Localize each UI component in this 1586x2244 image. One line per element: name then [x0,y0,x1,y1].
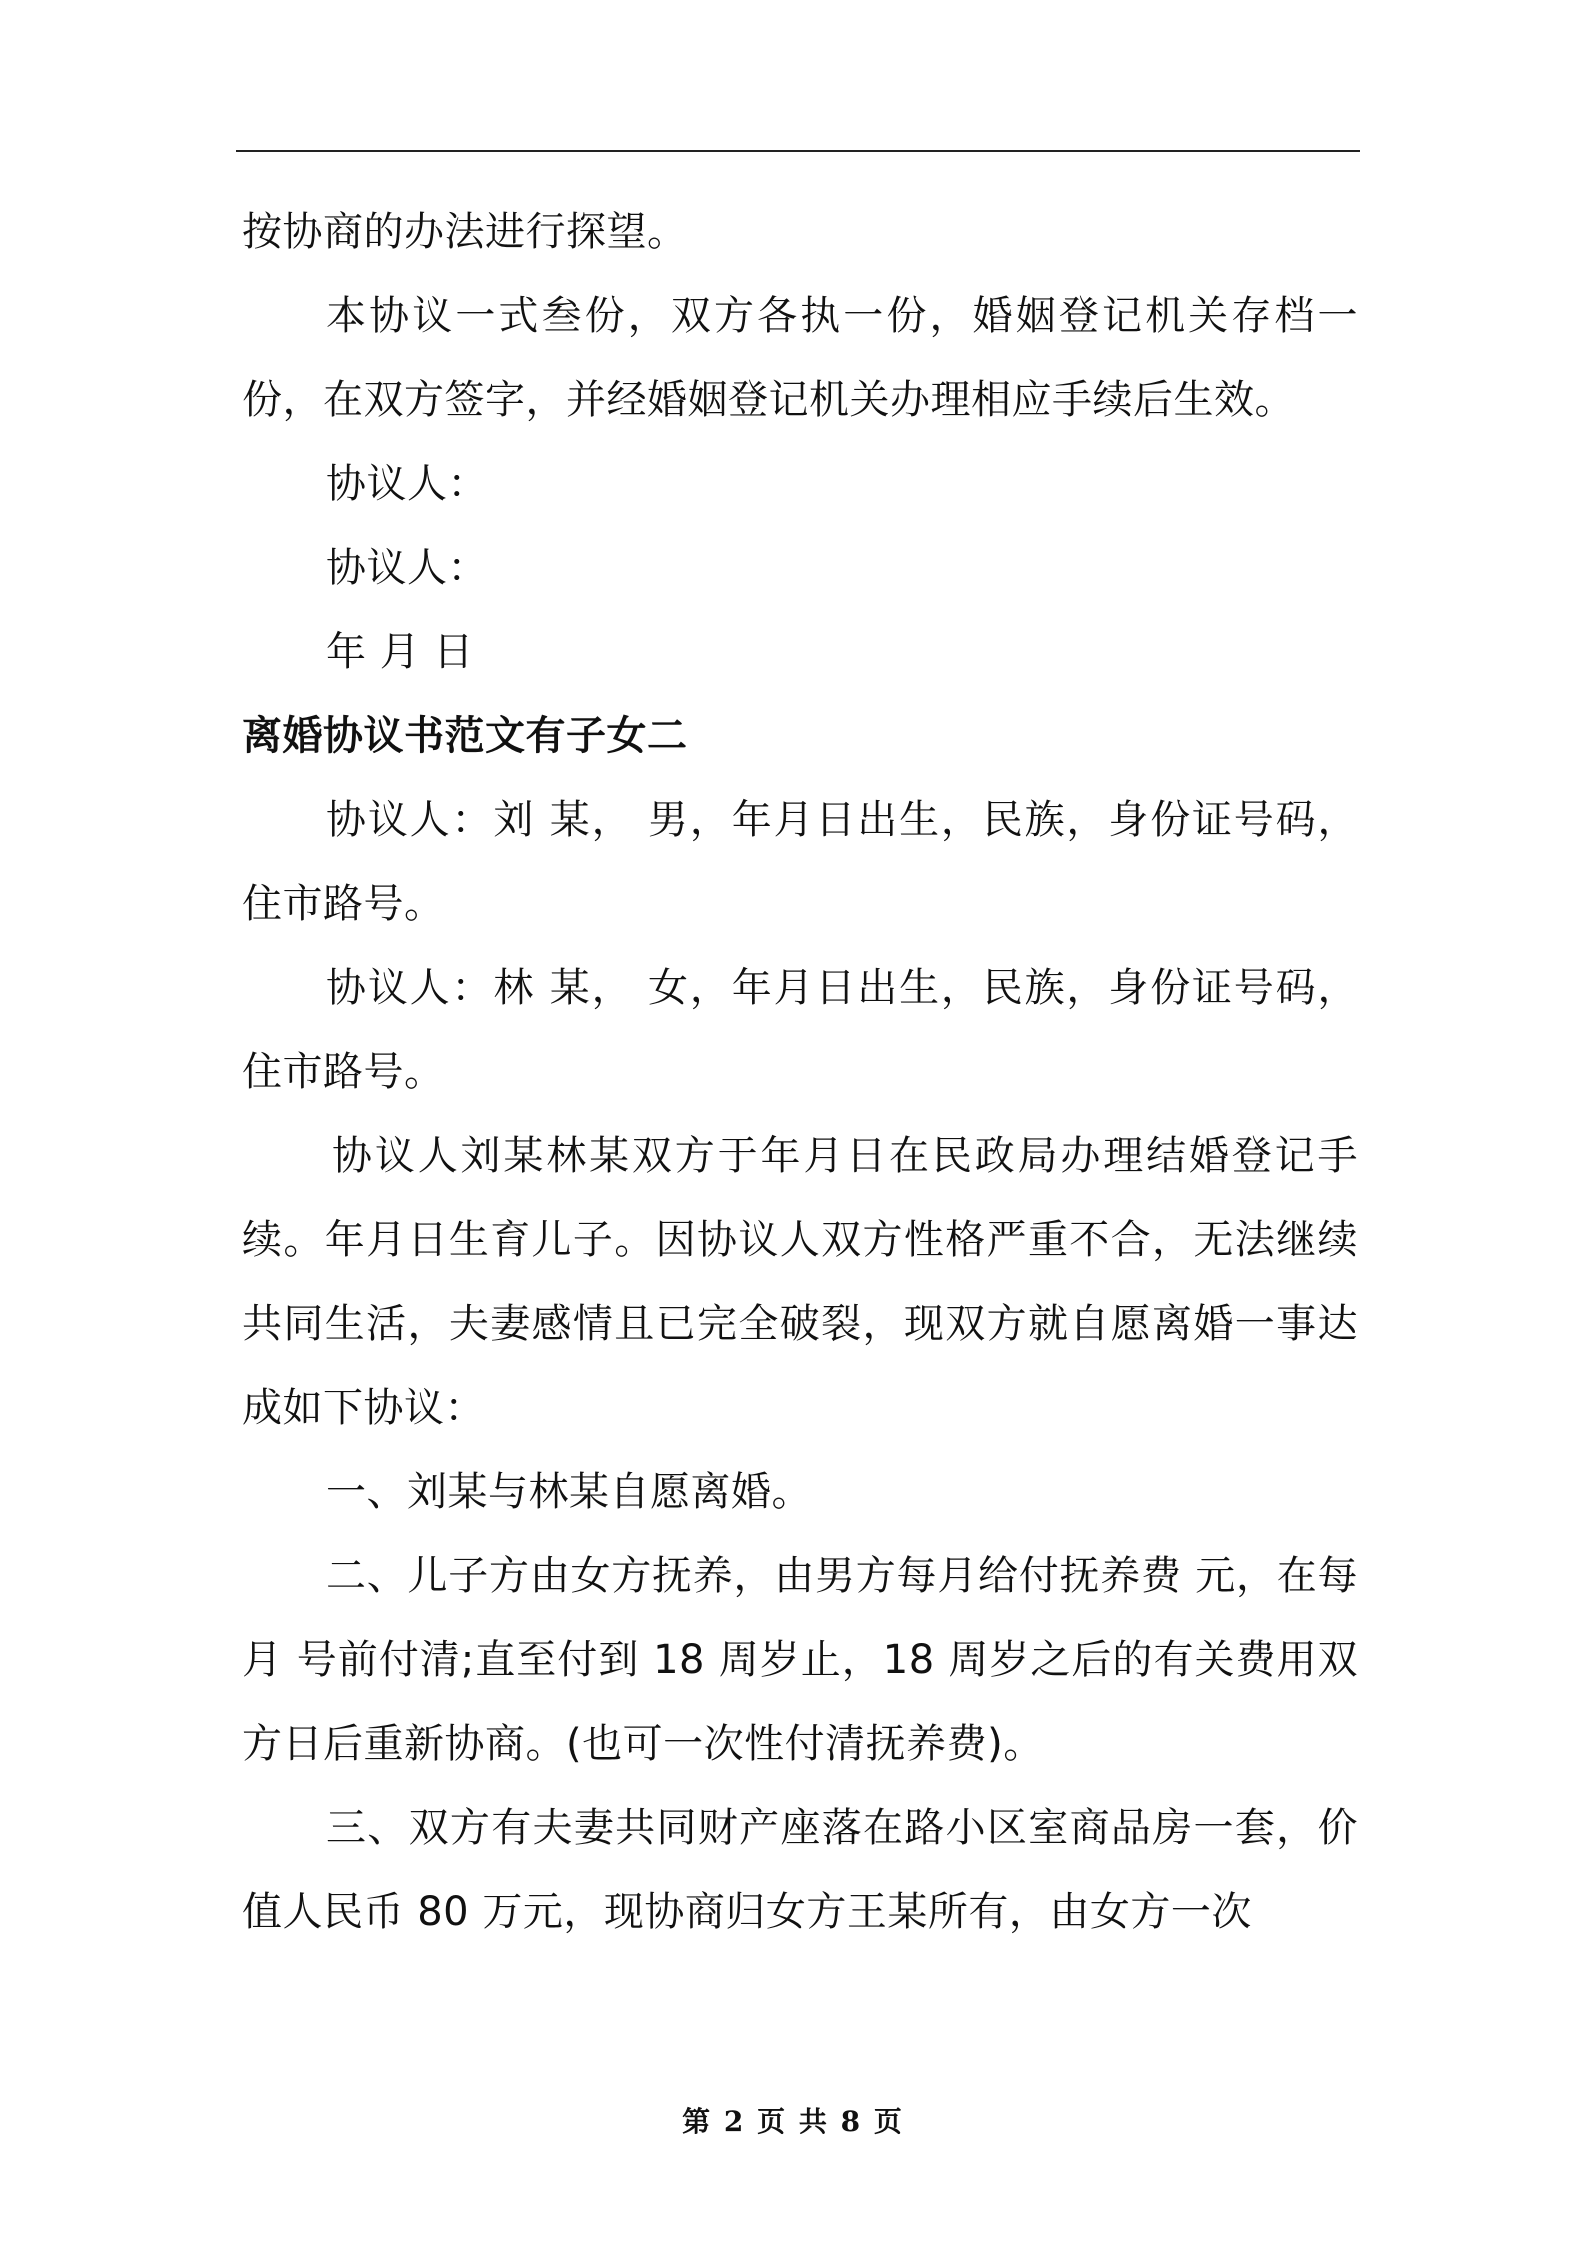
page-number: 第 2 页 共 8 页 [682,2105,904,2138]
paragraph-visit-arrangement: 按协商的办法进行探望。 [242,209,688,255]
header-rule [236,150,1360,152]
paragraph-copies-effect: 本协议一式叁份，双方各执一份，婚姻登记机关存档一份，在双方签字，并经婚姻登记机关办理相应手续后生效。 [242,293,1358,423]
date-line: 年 月 日 [326,629,474,675]
party-liu: 协议人：刘 某， 男，年月日出生，民族，身份证号码，住市路号。 [242,797,1358,927]
clause-3: 三、双方有夫妻共同财产座落在路小区室商品房一套，价值人民币 80 万元，现协商归女方王某所有，由女方一次 [242,1805,1358,1935]
paragraph-background: 协议人刘某林某双方于年月日在民政局办理结婚登记手续。年月日生育儿子。因协议人双方性格严重不合，无法继续共同生活，夫妻感情且已完全破裂，现双方就自愿离婚一事达成如下协议： [242,1133,1358,1431]
section-heading: 离婚协议书范文有子女二 [242,713,688,759]
signature-line-1: 协议人： [326,461,488,507]
party-lin: 协议人：林 某， 女，年月日出生，民族，身份证号码，住市路号。 [242,965,1358,1095]
document-body [242,190,1358,1954]
signature-line-2: 协议人： [326,545,488,591]
clause-1: 一、刘某与林某自愿离婚。 [326,1469,812,1515]
clause-2: 二、儿子方由女方抚养，由男方每月给付抚养费 元，在每月 号前付清;直至付到 18 周岁止，18 周岁之后的有关费用双方日后重新协商。(也可一次性付清抚养费)。 [242,1553,1358,1767]
